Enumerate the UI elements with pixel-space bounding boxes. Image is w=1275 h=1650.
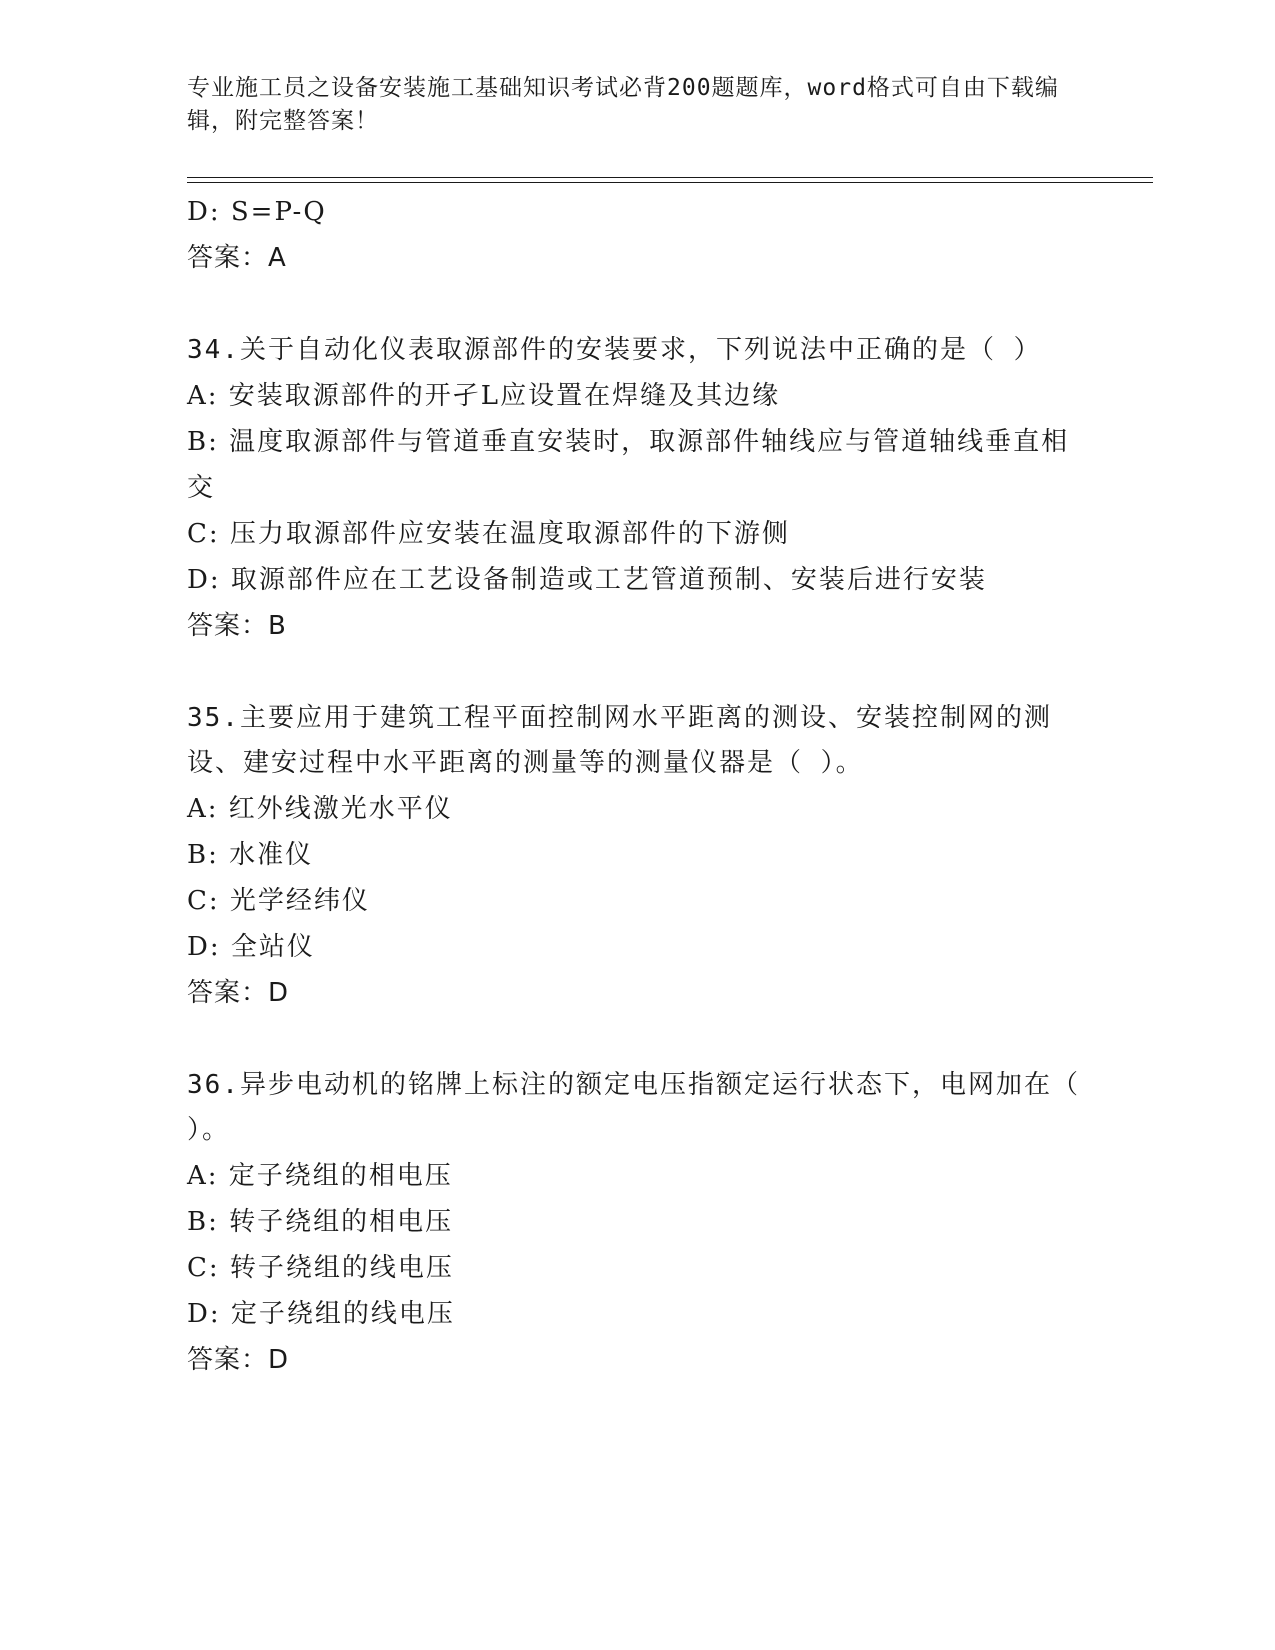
question-34-option-a: A: 安装取源部件的开孑L应设置在焊缝及其边缘: [187, 381, 781, 411]
question-35-option-d: D: 全站仪: [187, 932, 315, 962]
document-header: 专业施工员之设备安装施工基础知识考试必背200题题库，word格式可自由下载编辑，附完整答案！: [187, 75, 1059, 134]
question-content: [187, 189, 1098, 1383]
previous-option-d: D: S=P-Q: [187, 197, 327, 227]
question-34-option-d: D: 取源部件应在工艺设备制造或工艺管道预制、安装后进行安装: [187, 565, 987, 595]
question-35-answer: 答案：D: [187, 978, 290, 1008]
header-rule-bottom: [187, 182, 1153, 183]
question-34-text: 34.关于自动化仪表取源部件的安装要求，下列说法中正确的是（ ）: [187, 335, 1042, 365]
question-36-option-b: B: 转子绕组的相电压: [187, 1207, 454, 1237]
question-35-text: 35.主要应用于建筑工程平面控制网水平距离的测设、安装控制网的测设、建安过程中水平距离的测量等的测量仪器是（ ）。: [187, 703, 1052, 778]
question-35-option-a: A: 红外线激光水平仪: [187, 794, 453, 824]
previous-answer: 答案：A: [187, 243, 287, 273]
question-34-answer: 答案：B: [187, 611, 287, 641]
question-35-option-b: B: 水准仪: [187, 840, 314, 870]
question-34-option-b: B: 温度取源部件与管道垂直安装时，取源部件轴线应与管道轴线垂直相交: [187, 427, 1070, 503]
question-35-option-c: C: 光学经纬仪: [187, 886, 370, 916]
question-36-answer: 答案：D: [187, 1345, 290, 1375]
question-36-text: 36.异步电动机的铭牌上标注的额定电压指额定运行状态下，电网加在（ ）。: [187, 1070, 1098, 1145]
question-34-option-c: C: 压力取源部件应安装在温度取源部件的下游侧: [187, 519, 790, 549]
question-36-option-d: D: 定子绕组的线电压: [187, 1299, 455, 1329]
question-36-option-c: C: 转子绕组的线电压: [187, 1253, 454, 1283]
header-rule-top: [187, 177, 1153, 178]
question-36-option-a: A: 定子绕组的相电压: [187, 1161, 453, 1191]
